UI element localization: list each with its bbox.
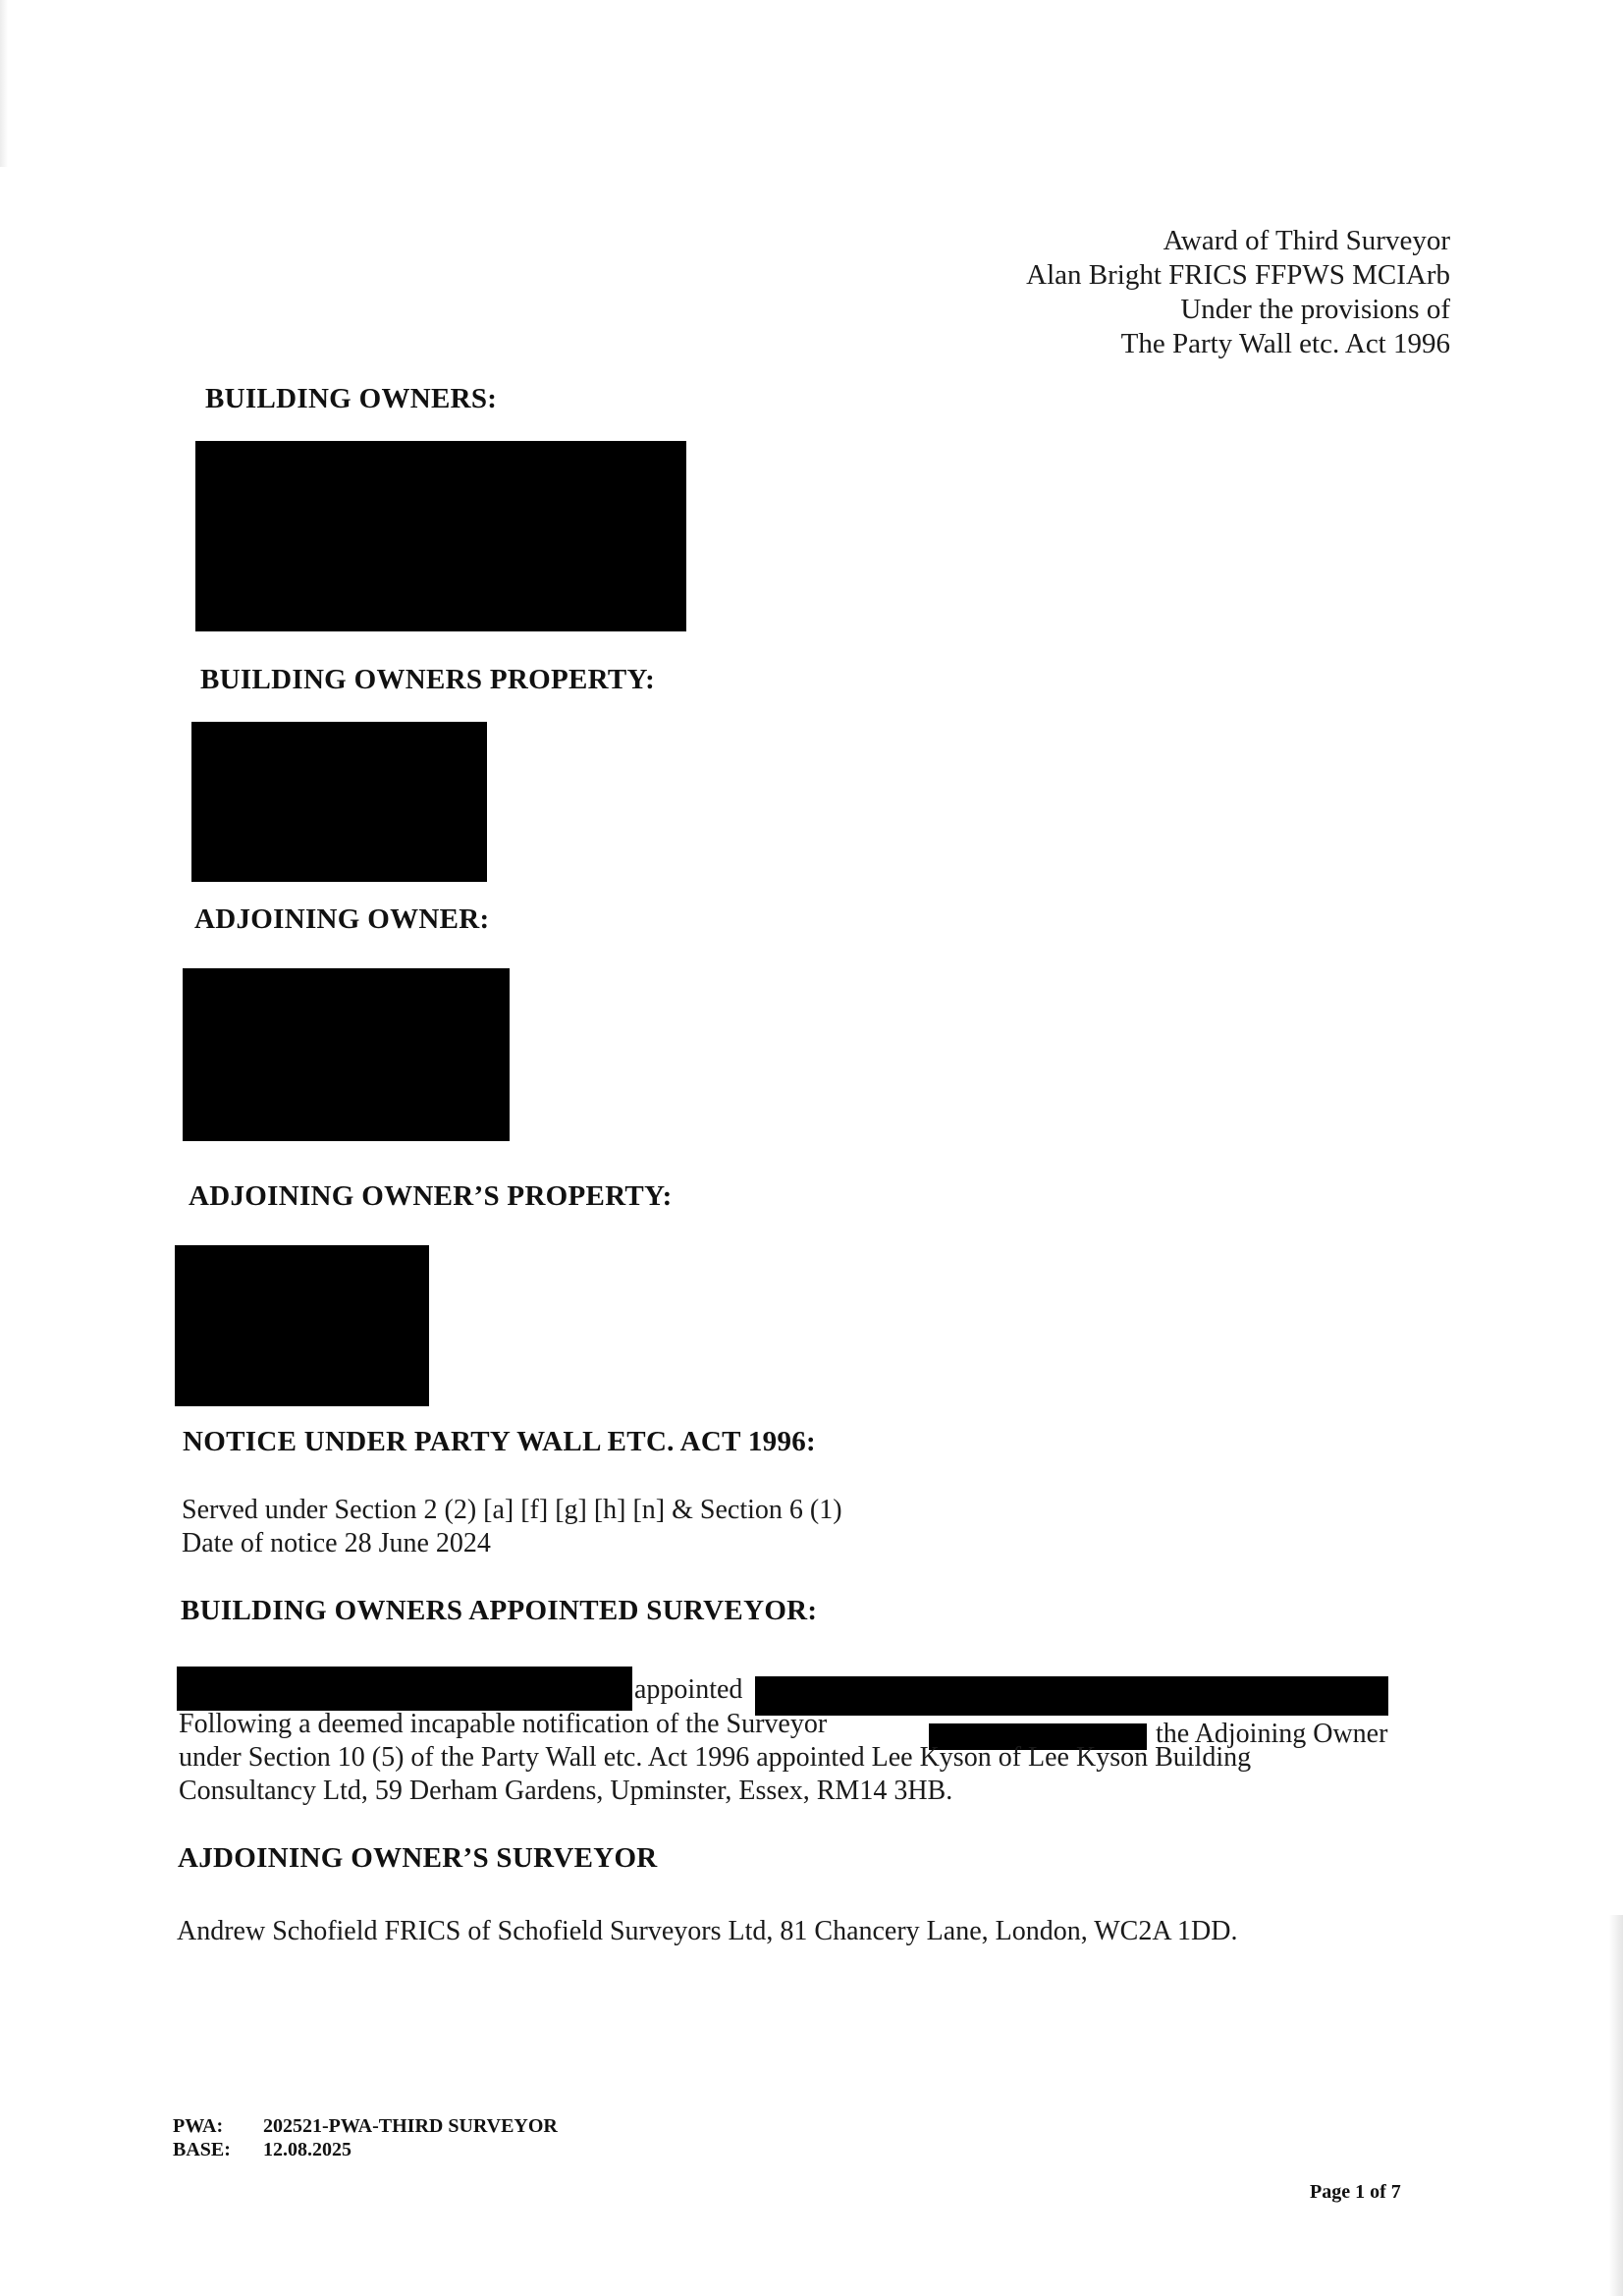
header-line-4: The Party Wall etc. Act 1996	[1120, 328, 1450, 359]
page-number: Page 1 of 7	[1310, 2181, 1401, 2203]
redaction-box	[177, 1667, 632, 1711]
building-owners-heading: BUILDING OWNERS:	[205, 383, 498, 414]
adjoining-owner-heading: ADJOINING OWNER:	[194, 903, 490, 935]
ao-surveyor-heading: AJDOINING OWNER’S SURVEYOR	[178, 1842, 658, 1874]
footer-pwa-value: 202521-PWA-THIRD SURVEYOR	[263, 2115, 558, 2137]
redaction-box	[191, 722, 487, 882]
header-line-2: Alan Bright FRICS FFPWS MCIArb	[1026, 259, 1450, 291]
bo-surveyor-line-2b: the Adjoining Owner	[1156, 1719, 1388, 1749]
appointed-text: appointed	[634, 1674, 743, 1705]
notice-heading: NOTICE UNDER PARTY WALL ETC. ACT 1996:	[183, 1426, 816, 1457]
redaction-box	[175, 1245, 429, 1406]
footer-base-value: 12.08.2025	[263, 2139, 352, 2160]
scan-edge-shadow-right	[1609, 1915, 1623, 2296]
scan-edge-shadow-left	[0, 0, 8, 167]
adjoining-owners-property-heading: ADJOINING OWNER’S PROPERTY:	[189, 1180, 673, 1212]
bo-surveyor-line-3: under Section 10 (5) of the Party Wall etc. Act 1996 appointed Lee Kyson of Lee Kyson Building	[179, 1742, 1252, 1773]
header-line-1: Award of Third Surveyor	[1163, 225, 1450, 256]
bo-surveyor-line-4: Consultancy Ltd, 59 Derham Gardens, Upminster, Essex, RM14 3HB.	[179, 1776, 953, 1806]
bo-surveyor-line-2a: Following a deemed incapable notification of the Surveyor	[179, 1709, 828, 1739]
footer-base-label: BASE:	[173, 2139, 231, 2160]
award-header	[1026, 224, 1450, 361]
header-line-3: Under the provisions of	[1180, 294, 1450, 325]
building-owners-property-heading: BUILDING OWNERS PROPERTY:	[200, 664, 656, 695]
redaction-box	[183, 968, 510, 1141]
notice-served-text: Served under Section 2 (2) [a] [f] [g] [h] [n] & Section 6 (1)	[182, 1495, 842, 1525]
bo-surveyor-heading: BUILDING OWNERS APPOINTED SURVEYOR:	[181, 1595, 818, 1626]
ao-surveyor-text: Andrew Schofield FRICS of Schofield Surveyors Ltd, 81 Chancery Lane, London, WC2A 1DD.	[177, 1916, 1238, 1946]
footer-pwa-label: PWA:	[173, 2115, 224, 2137]
redaction-box	[755, 1676, 1388, 1716]
redaction-box	[195, 441, 686, 631]
notice-date-text: Date of notice 28 June 2024	[182, 1528, 491, 1558]
